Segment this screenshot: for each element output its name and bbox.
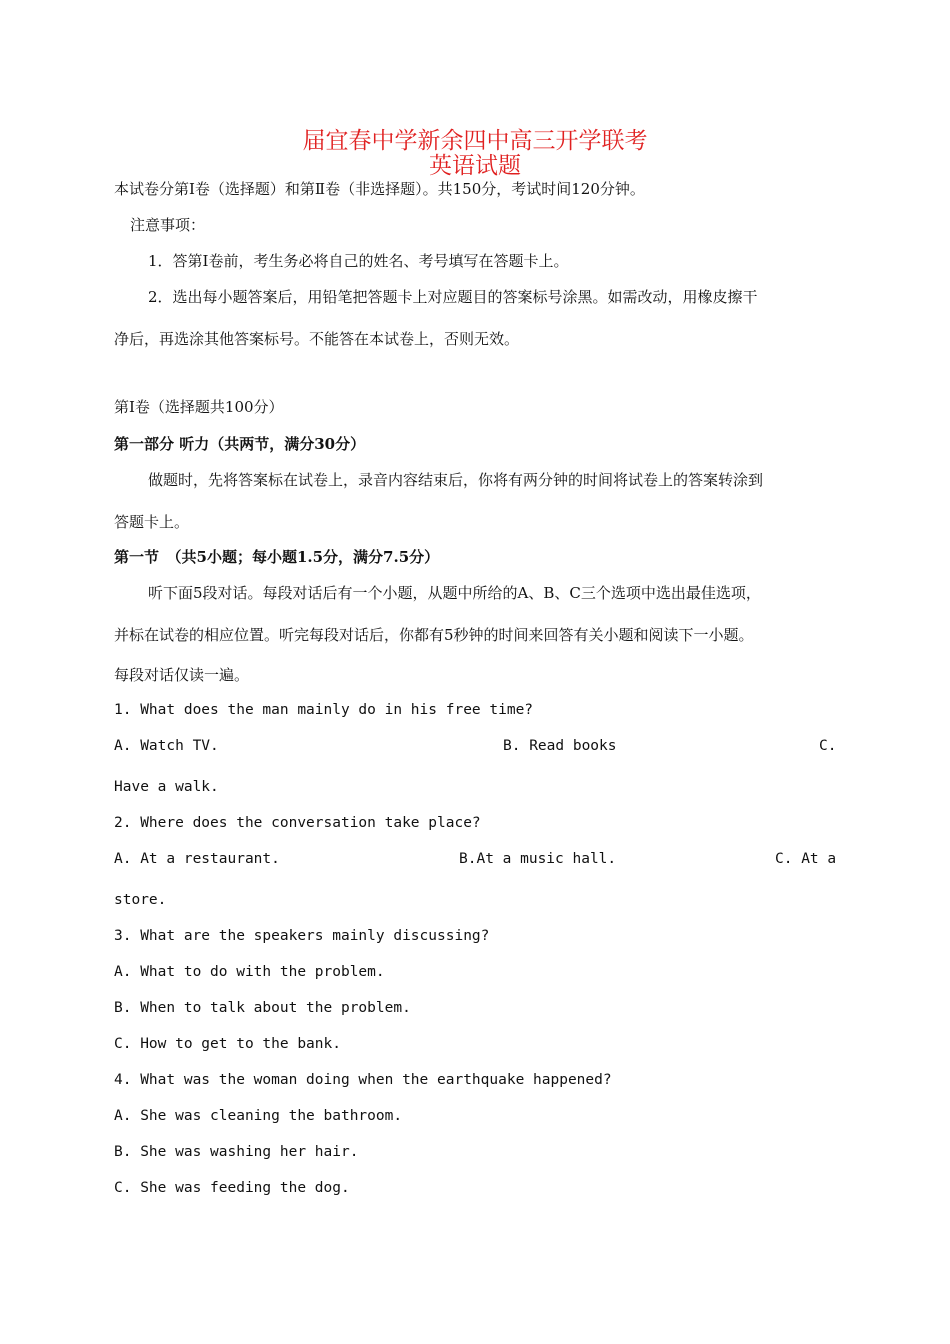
section-1-instruction-line2: 并标在试卷的相应位置。听完每段对话后，你都有5秒钟的时间来回答有关小题和阅读下一小题。: [114, 626, 754, 644]
notice-item-2-line2: 净后，再选涂其他答案标号。不能答在本试卷上，否则无效。: [114, 330, 520, 348]
question-3: 3. What are the speakers mainly discussing?: [114, 928, 490, 944]
question-4-option-b: B. She was washing her hair.: [114, 1144, 359, 1160]
part-1-instruction-line2: 答题卡上。: [114, 513, 190, 531]
question-4-option-a: A. She was cleaning the bathroom.: [114, 1108, 403, 1124]
question-2-option-c-label: C. At a: [775, 851, 837, 867]
exam-subtitle: 英语试题: [429, 153, 521, 179]
section-1-heading: 第一节 （共5小题；每小题1.5分，满分7.5分）: [114, 548, 440, 566]
question-3-option-b: B. When to talk about the problem.: [114, 1000, 411, 1016]
section-1-instruction-line1: 听下面5段对话。每段对话后有一个小题，从题中所给的A、B、C三个选项中选出最佳选项，: [148, 584, 761, 602]
exam-title: 届宜春中学新余四中高三开学联考: [302, 128, 648, 154]
question-2-option-c-text: store.: [114, 892, 167, 908]
question-2-option-a: A. At a restaurant.: [114, 851, 280, 867]
question-1-option-b: B. Read books: [503, 738, 617, 754]
question-1-option-a: A. Watch TV.: [114, 738, 219, 754]
notice-heading: 注意事项：: [130, 216, 206, 234]
question-2-option-b: B.At a music hall.: [459, 851, 617, 867]
question-4-option-c: C. She was feeding the dog.: [114, 1180, 350, 1196]
part-1-instruction-line1: 做题时，先将答案标在试卷上，录音内容结束后，你将有两分钟的时间将试卷上的答案转涂到: [148, 471, 764, 489]
exam-intro: 本试卷分第Ⅰ卷（选择题）和第Ⅱ卷（非选择题）。共150分，考试时间120分钟。: [114, 180, 645, 198]
question-4: 4. What was the woman doing when the earthquake happened?: [114, 1072, 612, 1088]
notice-item-1: 1．答第Ⅰ卷前，考生务必将自己的姓名、考号填写在答题卡上。: [148, 252, 569, 270]
question-3-option-c: C. How to get to the bank.: [114, 1036, 341, 1052]
part-1-heading: 第一部分 听力（共两节，满分30分）: [114, 435, 366, 453]
notice-item-2-line1: 2．选出每小题答案后，用铅笔把答题卡上对应题目的答案标号涂黑。如需改动，用橡皮擦干: [148, 288, 758, 306]
section-1-instruction-line3: 每段对话仅读一遍。: [114, 666, 250, 684]
question-3-option-a: A. What to do with the problem.: [114, 964, 385, 980]
question-1-option-c-label: C.: [819, 738, 837, 754]
question-1-option-c-text: Have a walk.: [114, 779, 219, 795]
volume-1-heading: 第Ⅰ卷（选择题共100分）: [114, 398, 284, 416]
question-2: 2. Where does the conversation take place?: [114, 815, 481, 831]
question-1: 1. What does the man mainly do in his free time?: [114, 702, 534, 718]
